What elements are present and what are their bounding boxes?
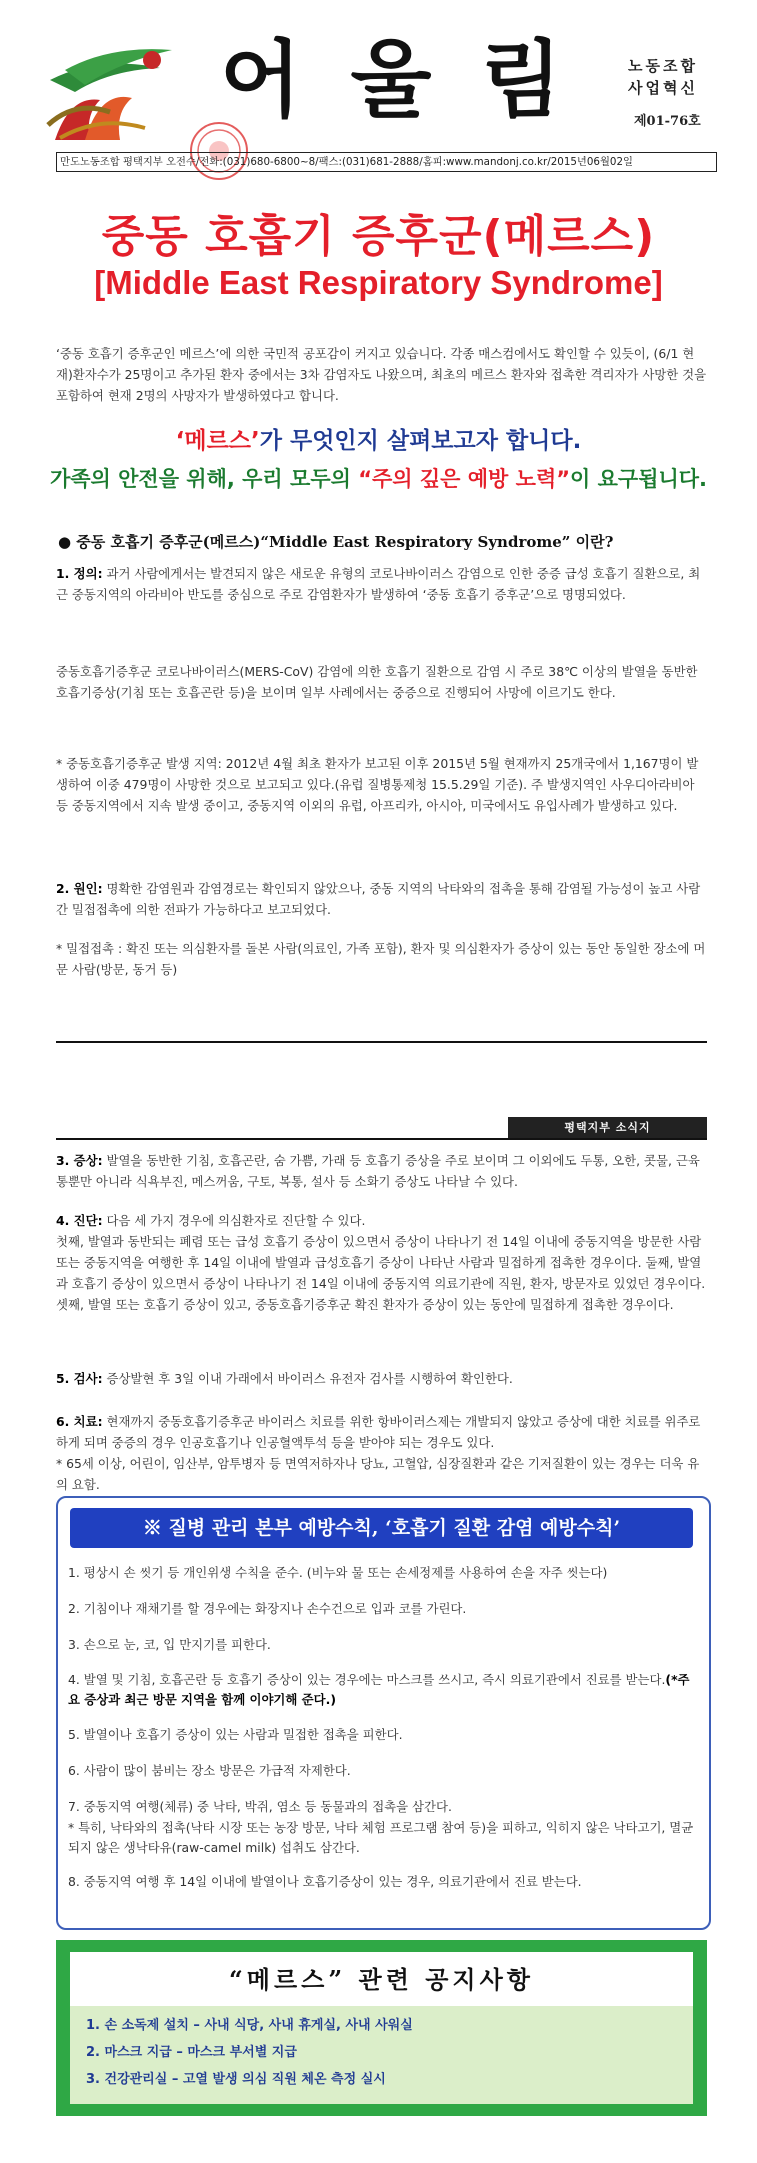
union-logo	[40, 40, 180, 150]
prevention-item-8: 8. 중동지역 여행 후 14일 이내에 발열이나 호흡기증상이 있는 경우, 의료기관에서 진료 받는다.	[68, 1874, 582, 1889]
publisher-info-bar: 만도노동조합 평택지부 오전수/전화:(031)680-6800~8/팩스:(031)681-2888/홈피:www.mandonj.co.kr/2015년06월02일	[56, 152, 717, 172]
section-heading: ● 중동 호흡기 증후군(메르스)“Middle East Respiratory Syndrome” 이란?	[58, 533, 614, 551]
notice-item-2: 2. 마스크 지급 – 마스크 부서별 지급	[86, 2045, 297, 2060]
subheading-what-is: ‘메르스’가 무엇인지 살펴보고자 합니다.	[175, 428, 582, 454]
intro-paragraph: ‘중동 호흡기 증후군인 메르스’에 의한 국민적 공포감이 커지고 있습니다. 각종 매스컴에서도 확인할 수 있듯이, (6/1 현재)환자수가 25명이고 추가된 환자 중에서는 3차 감염자도 나왔으며, 최초의 메르스 환자와 접촉한 격리자가 사망한 것을 포함하여 현재 2명의 사망자가 발생하였다고 합니다.	[56, 346, 707, 403]
treatment-note: * 65세 이상, 어린이, 임산부, 암투병자 등 면역저하자나 당뇨, 고혈압, 심장질환과 같은 기저질환이 있는 경우는 더욱 유의 요함.	[56, 1456, 700, 1492]
prevention-item-2: 2. 기침이나 재채기를 할 경우에는 화장지나 손수건으로 입과 코를 가린다.	[68, 1601, 467, 1616]
notice-item-3: 3. 건강관리실 – 고열 발생 의심 직원 체온 측정 실시	[86, 2072, 386, 2087]
prevention-item-3: 3. 손으로 눈, 코, 입 만지기를 피한다.	[68, 1637, 271, 1652]
diagnosis-paragraph: 4. 진단: 다음 세 가지 경우에 의심환자로 진단할 수 있다.	[56, 1213, 366, 1228]
outbreak-note: * 중동호흡기증후군 발생 지역: 2012년 4월 최초 환자가 보고된 이후 2015년 5월 현재까지 25개국에서 1,167명이 발생하여 이중 479명이 사망한 것으로 보고되고 있다.(유럽 질병통제청 15.5.29일 기준). 주 발생지역인 사우디아라비아 등 중동지역에서 지속 발생 중이고, 중동지역 이외의 유럽, 아프리카, 아시아, 미국에서도 유입사례가 발생하고 있다.	[56, 756, 699, 813]
prevention-item-7: 7. 중동지역 여행(체류) 중 낙타, 박쥐, 염소 등 동물과의 접촉을 삼간다.	[68, 1799, 452, 1814]
masthead-side-line1: 노동조합	[628, 57, 698, 75]
prevention-item-4: 4. 발열 및 기침, 호흡곤란 등 호흡기 증상이 있는 경우에는 마스크를 쓰시고, 즉시 의료기관에서 진료를 받는다.(*주요 증상과 최근 방문 지역을 함께 이야기해 준다.)	[68, 1672, 690, 1707]
masthead-side-line2: 사업혁신	[628, 79, 698, 97]
cause-paragraph: 2. 원인: 명확한 감염원과 감염경로는 확인되지 않았으나, 중동 지역의 낙타와의 접촉을 통해 감염될 가능성이 높고 사람 간 밀접접촉에 의한 전파가 가능하다고 보고되었다.	[56, 881, 701, 917]
subheading-prevention-call: 가족의 안전을 위해, 우리 모두의 “주의 깊은 예방 노력”이 요구됩니다.	[49, 467, 708, 491]
main-title: 중동 호흡기 증후군(메르스)	[101, 211, 656, 262]
divider-top	[56, 1041, 707, 1043]
definition-paragraph: 1. 정의: 과거 사람에게서는 발견되지 않은 새로운 유형의 코로나바이러스 감염으로 인한 중증 급성 호흡기 질환으로, 최근 중동지역의 아라비아 반도를 중심으로 주로 감염환자가 발생하여 ‘중동 호흡기 증후군’으로 명명되었다.	[56, 566, 701, 602]
divider-bottom	[56, 1138, 707, 1140]
notice-title: “메르스” 관련 공지사항	[229, 1965, 534, 1994]
official-seal-stamp	[188, 120, 250, 182]
prevention-item-1: 1. 평상시 손 씻기 등 개인위생 수칙을 준수. (비누와 물 또는 손세정제를 사용하여 손을 자주 씻는다)	[68, 1565, 608, 1580]
english-title: [Middle East Respiratory Syndrome]	[94, 264, 663, 301]
symptom-paragraph: 3. 증상: 발열을 동반한 기침, 호흡곤란, 숨 가쁨, 가래 등 호흡기 증상을 주로 보이며 그 이외에도 두통, 오한, 콧물, 근육통뿐만 아니라 식욕부진, 메스꺼움, 구토, 복통, 설사 등 소화기 증상도 나타날 수 있다.	[56, 1153, 700, 1189]
notice-item-1: 1. 손 소독제 설치 – 사내 식당, 사내 휴게실, 사내 사워실	[86, 2018, 413, 2033]
prevention-item-7-note: * 특히, 낙타와의 접촉(낙타 시장 또는 농장 방문, 낙타 체험 프로그램 참여 등)을 피하고, 익히지 않은 낙타고기, 멸균되지 않은 생낙타유(raw-camel milk) 섭취도 삼간다.	[68, 1820, 694, 1855]
treatment-paragraph: 6. 치료: 현재까지 중동호흡기증후군 바이러스 치료를 위한 항바이러스제는 개발되지 않았고 증상에 대한 치료를 위주로 하게 되며 중증의 경우 인공호흡기나 인공혈액투석 등을 받아야 되는 경우도 있다.	[56, 1414, 701, 1450]
definition-detail: 중동호흡기증후군 코로나바이러스(MERS-CoV) 감염에 의한 호흡기 질환으로 감염 시 주로 38℃ 이상의 발열을 동반한 호흡기증상(기침 또는 호흡곤란 등)을 보이며 일부 사례에서는 중증으로 진행되어 사망에 이르기도 한다.	[56, 664, 698, 700]
close-contact-note: * 밀접접촉 : 확진 또는 의심환자를 돌본 사람(의료인, 가족 포함), 환자 및 의심환자가 증상이 있는 동안 동일한 장소에 머문 사람(방문, 동거 등)	[56, 941, 706, 977]
prevention-title: ※ 질병 관리 본부 예방수칙, ‘호흡기 질환 감염 예방수칙’	[70, 1508, 693, 1548]
test-paragraph: 5. 검사: 증상발현 후 3일 이내 가래에서 바이러스 유전자 검사를 시행하여 확인한다.	[56, 1371, 513, 1386]
diagnosis-criteria: 첫째, 발열과 동반되는 폐렴 또는 급성 호흡기 증상이 있으면서 증상이 나타나기 전 14일 이내에 중동지역을 방문한 사람 또는 중동지역을 여행한 후 14일 이내에 발열과 급성호흡기 증상이 나타난 사람과 밀접하게 접촉한 경우이다. 둘째, 발열과 호흡기 증상이 있으면서 증상이 나타나기 전 14일 이내에 중동지역 의료기관에 직원, 환자, 방문자로 있었던 경우이다. 셋째, 발열 또는 호흡기 증상이 있고, 중동호흡기증후군 확진 환자가 증상이 있는 동안에 밀접하게 접촉한 경우이다.	[56, 1234, 706, 1312]
masthead-title: 어 울 림	[220, 31, 572, 129]
prevention-item-6: 6. 사람이 많이 붐비는 장소 방문은 가급적 자제한다.	[68, 1763, 351, 1778]
branch-newsletter-tag: 평택지부 소식지	[508, 1117, 707, 1138]
prevention-item-5: 5. 발열이나 호흡기 증상이 있는 사람과 밀접한 접촉을 피한다.	[68, 1727, 403, 1742]
issue-number: 제01-76호	[634, 114, 701, 129]
prevention-box	[56, 1496, 711, 1930]
